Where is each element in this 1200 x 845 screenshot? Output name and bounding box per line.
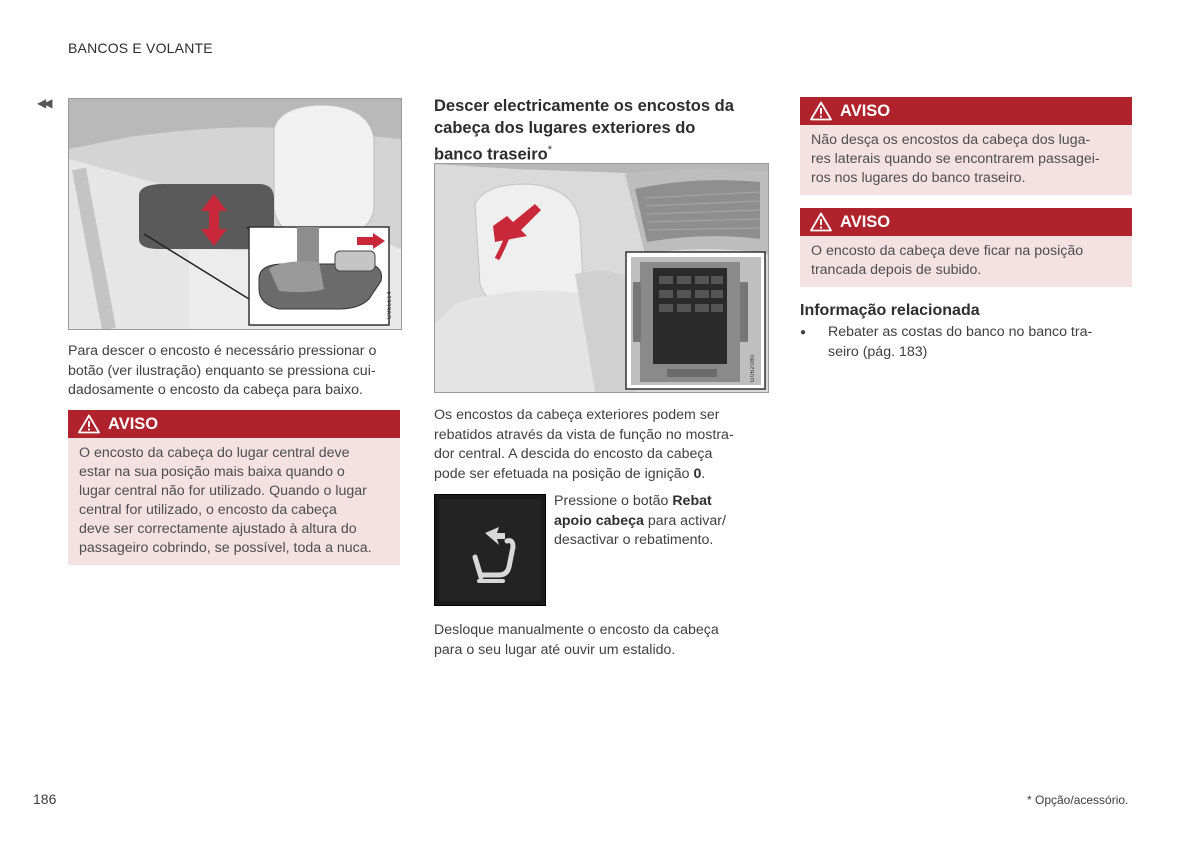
warning-line: Não desça os encostos da cabeça dos luga- xyxy=(811,132,1091,148)
col2-para-line: Os encostos da cabeça exteriores podem ser xyxy=(434,407,720,423)
related-info-title: Informação relacionada xyxy=(800,302,980,319)
warning-header xyxy=(800,97,1132,125)
warning-title: AVISO xyxy=(840,212,891,231)
headrest-button-drawing xyxy=(69,99,401,329)
section-title xyxy=(434,95,774,166)
bullet-icon: ● xyxy=(800,327,807,338)
col2-paragraph xyxy=(434,406,774,484)
section-header: BANCOS E VOLANTE xyxy=(68,40,213,56)
col2-para-line: dor central. A descida do encosto da cabeça xyxy=(434,446,713,463)
col2-paragraph-2 xyxy=(434,621,774,660)
warning-body xyxy=(68,438,400,565)
rear-seat-drawing xyxy=(435,164,768,392)
button-instruction xyxy=(554,492,764,551)
col1-para-line: Para descer o encosto é necessário pressionar o xyxy=(68,343,377,359)
button-name-rebat: Rebat xyxy=(672,493,712,509)
warning-box-lateral-headrests xyxy=(800,97,1132,195)
warning-line: lugar central não for utilizado. Quando o lugar xyxy=(79,483,367,499)
warning-line: central for utilizado, o encosto da cabeça xyxy=(79,502,337,518)
option-asterisk: * xyxy=(547,144,552,156)
warning-title: AVISO xyxy=(108,414,159,433)
page-number: 186 xyxy=(33,791,57,807)
warning-line: res laterais quando se encontrarem passagei- xyxy=(811,151,1100,167)
related-info-item[interactable] xyxy=(800,323,1132,362)
title-line: Descer electricamente os encostos da xyxy=(434,97,734,115)
footnote: * Opção/acessório. xyxy=(1027,793,1129,807)
warning-box-locked-position xyxy=(800,208,1132,287)
warning-line: passageiro cobrindo, se possível, toda a nuca. xyxy=(79,540,372,556)
title-line: cabeça dos lugares exteriores do xyxy=(434,119,696,137)
sentence-end: . xyxy=(701,465,706,482)
double-chevron-left-icon[interactable]: ◀◀ xyxy=(37,96,50,110)
ignition-position: 0 xyxy=(693,465,702,482)
headrest-button-illustration xyxy=(68,98,402,330)
warning-line: deve ser correctamente ajustado à altura do xyxy=(79,521,357,537)
figure-code: G065514 xyxy=(387,291,393,320)
related-item-line[interactable]: seiro (pág. 183) xyxy=(828,343,928,360)
instruction-text: para activar/ xyxy=(643,512,726,529)
title-line: banco traseiro xyxy=(434,145,548,164)
col2-para-line: rebatidos através da vista de função no mostra- xyxy=(434,426,734,443)
col1-para-line: dadosamente o encosto da cabeça para baixo. xyxy=(68,382,363,399)
warning-line: ros nos lugares do banco traseiro. xyxy=(811,170,1026,186)
warning-body xyxy=(800,236,1132,287)
warning-title: AVISO xyxy=(840,101,891,120)
col2-para-line: pode ser efetuada na posição de ignição xyxy=(434,465,690,482)
col1-para-line: botão (ver ilustração) enquanto se pressiona cui- xyxy=(68,362,376,379)
related-item-line[interactable]: Rebater as costas do banco no banco tra- xyxy=(828,324,1093,340)
warning-line: O encosto da cabeça do lugar central deve xyxy=(79,445,350,461)
headrest-fold-button-image xyxy=(434,494,546,606)
warning-line: trancada depois de subido. xyxy=(811,262,982,278)
warning-triangle-icon xyxy=(810,101,832,121)
warning-body xyxy=(800,125,1132,195)
warning-header xyxy=(800,208,1132,236)
figure-code: G062080 xyxy=(750,354,756,383)
warning-box-central-headrest xyxy=(68,410,400,565)
warning-header xyxy=(68,410,400,438)
headrest-fold-seat-icon xyxy=(435,495,545,605)
warning-triangle-icon xyxy=(810,212,832,232)
col1-paragraph xyxy=(68,342,403,401)
warning-triangle-icon xyxy=(78,414,100,434)
warning-line: O encosto da cabeça deve ficar na posição xyxy=(811,243,1084,259)
col2-para-line: Desloque manualmente o encosto da cabeça xyxy=(434,622,719,638)
instruction-text: Pressione o botão xyxy=(554,493,673,509)
rear-seat-display-illustration xyxy=(434,163,769,393)
warning-line: estar na sua posição mais baixa quando o xyxy=(79,464,345,480)
instruction-text: desactivar o rebatimento. xyxy=(554,532,714,549)
button-name-apoio: apoio cabeça xyxy=(554,512,644,529)
col2-para-line: para o seu lugar até ouvir um estalido. xyxy=(434,641,676,658)
